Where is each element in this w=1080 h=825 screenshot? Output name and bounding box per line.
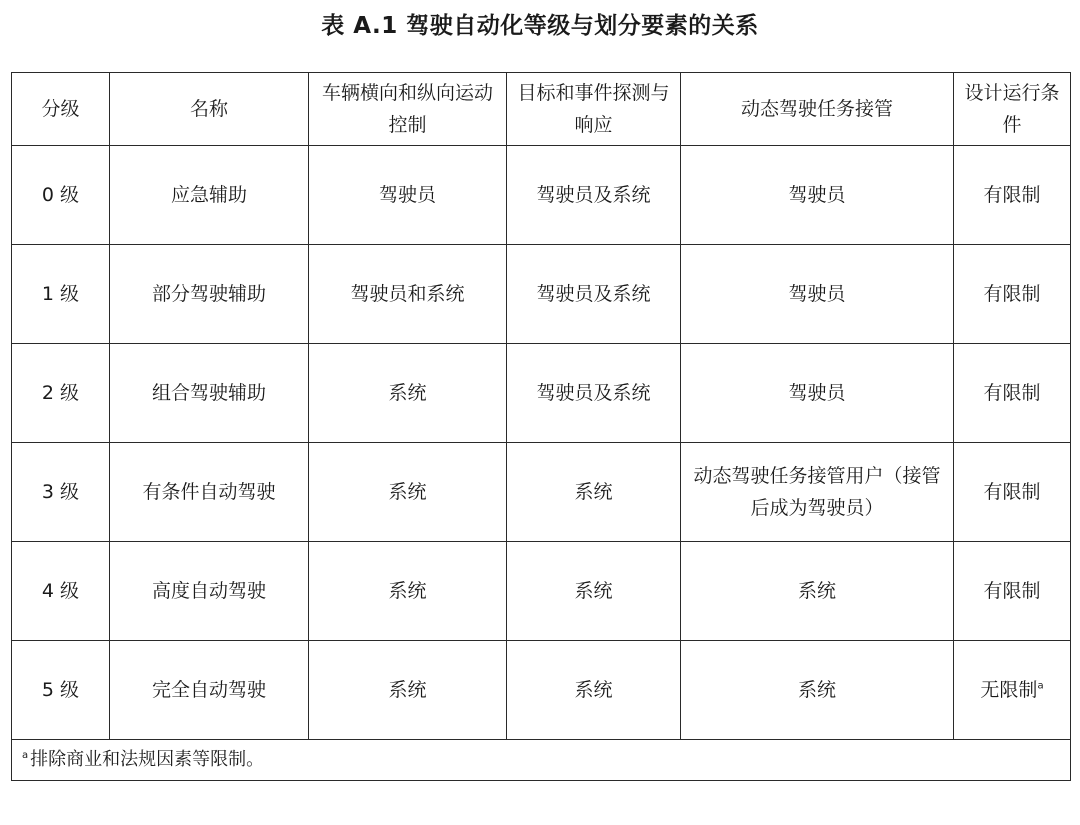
name-cell: 高度自动驾驶 [110,542,309,641]
takeover-cell: 系统 [681,641,954,740]
footnote-marker: a [22,750,29,761]
automation-levels-table [11,72,1071,781]
takeover-cell: 驾驶员 [681,245,954,344]
name-cell: 应急辅助 [110,146,309,245]
detection-response-cell: 系统 [507,443,681,542]
header-row [12,73,1071,146]
level-cell: 2 级 [12,344,110,443]
takeover-cell: 动态驾驶任务接管用户（接管后成为驾驶员） [681,443,954,542]
name-cell: 部分驾驶辅助 [110,245,309,344]
name-cell: 有条件自动驾驶 [110,443,309,542]
operating-conditions-cell [954,641,1071,740]
name-cell: 完全自动驾驶 [110,641,309,740]
operating-conditions-cell: 有限制 [954,245,1071,344]
detection-response-cell: 驾驶员及系统 [507,245,681,344]
header-operating-conditions: 设计运行条件 [954,73,1071,146]
header-level: 分级 [12,73,110,146]
motion-control-cell: 系统 [309,542,507,641]
footnote-marker: a [1037,680,1044,692]
takeover-cell: 驾驶员 [681,146,954,245]
motion-control-cell: 系统 [309,344,507,443]
takeover-cell: 驾驶员 [681,344,954,443]
operating-conditions-cell: 有限制 [954,443,1071,542]
operating-conditions-value: 无限制 [980,679,1038,701]
motion-control-cell: 系统 [309,443,507,542]
header-name: 名称 [110,73,309,146]
motion-control-cell: 驾驶员和系统 [309,245,507,344]
operating-conditions-cell: 有限制 [954,344,1071,443]
level-cell: 1 级 [12,245,110,344]
level-cell: 0 级 [12,146,110,245]
detection-response-cell: 系统 [507,542,681,641]
motion-control-cell: 系统 [309,641,507,740]
header-detection-response: 目标和事件探测与响应 [507,73,681,146]
table-row [12,641,1071,740]
detection-response-cell: 系统 [507,641,681,740]
table-row [12,146,1071,245]
level-cell: 5 级 [12,641,110,740]
table-row [12,344,1071,443]
header-motion-control: 车辆横向和纵向运动控制 [309,73,507,146]
table-row [12,245,1071,344]
name-cell: 组合驾驶辅助 [110,344,309,443]
detection-response-cell: 驾驶员及系统 [507,344,681,443]
table-row [12,542,1071,641]
header-takeover: 动态驾驶任务接管 [681,73,954,146]
level-cell: 4 级 [12,542,110,641]
operating-conditions-cell: 有限制 [954,146,1071,245]
footnote-text: 排除商业和法规因素等限制。 [30,749,265,770]
motion-control-cell: 驾驶员 [309,146,507,245]
detection-response-cell: 驾驶员及系统 [507,146,681,245]
level-cell: 3 级 [12,443,110,542]
operating-conditions-cell: 有限制 [954,542,1071,641]
footnote-row [12,740,1071,781]
footnote-cell [12,740,1071,781]
table-title: 表 A.1 驾驶自动化等级与划分要素的关系 [321,13,759,39]
table-row [12,443,1071,542]
takeover-cell: 系统 [681,542,954,641]
